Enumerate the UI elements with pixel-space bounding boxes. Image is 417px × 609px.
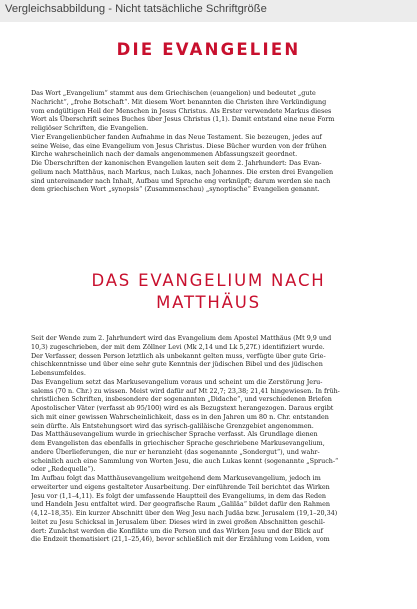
- text-line: seine Weise, das eine Evangelium von Jesus Christus. Diese Bücher wurden von der frühen: [31, 141, 327, 150]
- text-line: Das Wort „Evangelium“ stammt aus dem Griechischen (euangelion) und bedeutet „gute: [31, 89, 316, 97]
- text-line: christlichen Schriften, insbesondere der sogenannten „Didache“, und verschiedenen Briefen: [31, 395, 332, 404]
- comparison-note: Vergleichsabbildung - Nicht tatsächliche Schriftgröße: [5, 3, 267, 15]
- text-line: (4,12–18,35). Ein kurzer Abschnitt über den Weg Jesu nach Judäa bzw. Jerusalem (19,1–20,34): [31, 509, 338, 517]
- text-line: Wort als Überschrift seines Buches über Jesus Christus (1,1). Damit entstand eine neue Form: [31, 115, 335, 124]
- text-line: Im Aufbau folgt das Matthäusevangelium weitgehend dem Markusevangelium, jedoch im: [31, 474, 321, 482]
- text-line: scheinlich auch eine Sammlung von Worten Jesu, die auch Lukas kennt (sogenannte „Spruch-“: [31, 456, 339, 465]
- text-line: chischkenntnisse und über eine sehr gute Kenntnis der jüdischen Bibel und des jüdischen: [31, 360, 323, 369]
- text-line: Vier Evangelienbücher fanden Aufnahme in das Neue Testament. Sie bezeugen, jedes auf: [31, 132, 322, 141]
- text-line: Der Verfasser, dessen Person letztlich als unbekannt gelten muss, verfügte über gute Grie-: [31, 351, 326, 360]
- text-line: Kirche wahrscheinlich nach der damals angenommenen Abfassungszeit geordnet.: [31, 150, 298, 159]
- text-line: und Handeln Jesu entfaltet wird. Der geografische Raum „Galiläa“ bildet dafür den Rahmen: [31, 500, 330, 509]
- text-line: Die Überschriften der kanonischen Evangelien lauten seit dem 2. Jahrhundert: Das Evan-: [31, 159, 322, 167]
- text-line: sind untereinander nach Inhalt, Aufbau und Sprache eng verknüpft; darum werden sie nach: [31, 176, 331, 185]
- text-line: vom endgültigen Heil der Menschen in Jesus Christus. Als Erster verwendete Markus dieses: [31, 106, 332, 115]
- text-line: Lebensumfeldes.: [31, 369, 86, 377]
- section-title-evangelien: DIE EVANGELIEN: [116, 40, 301, 59]
- section-title-line-2: MATTHÄUS: [156, 293, 261, 312]
- text-line: Das Matthäusevangelium wurde in griechischer Sprache verfasst. Als Grundlage dienen: [31, 430, 318, 439]
- text-line: leitet zu Jesu Schicksal in Jerusalem über. Dieses wird in zwei großen Abschnitten geschil-: [31, 517, 326, 526]
- text-line: sich mit einer gewissen Wahrscheinlichkeit, dass es in den Jahren um 80 n. Chr. entstanden: [31, 412, 329, 421]
- text-line: Jesu vor (1,1–4,11). Es folgt der umfassende Hauptteil des Evangeliums, in dem das Reden: [31, 491, 326, 500]
- section-title-line-1: DAS EVANGELIUM NACH: [91, 271, 326, 290]
- text-line: salems (70 n. Chr.) zu wissen. Meist wird dafür auf Mt 22,7; 23,38; 21,41 hingewiesen. In früh-: [31, 386, 340, 395]
- text-line: dert: Zunächst werden die Konflikte um die Person und das Wirken Jesu und der Blick auf: [31, 526, 323, 535]
- text-line: erweiterter und eigens gestalteter Ausarbeitung. Der einführende Teil berichtet das Wirken: [31, 482, 330, 491]
- text-line: die Endzeit thematisiert (21,1–25,46), bevor schließlich mit der Erzählung vom Leiden, vom: [31, 535, 330, 544]
- text-line: sein dürfte. Als Entstehungsort wird das syrisch-galiläische Grenzgebiet angenommen.: [31, 421, 314, 430]
- text-line: dem Evangelisten das ebenfalls in griechischer Sprache geschriebene Markusevangelium,: [31, 439, 325, 447]
- text-line: andere Überlieferungen, die nur er heranzieht (das sogenannte „Sondergut“), und wahr-: [31, 447, 320, 456]
- text-line: Apostolischer Väter (verfasst ab 95/100) wird es als Bezugstext herangezogen. Daraus ergibt: [31, 404, 334, 412]
- text-line: Nachricht“, „frohe Botschaft“. Mit diesem Wort benannten die Christen ihre Verkündigung: [31, 97, 327, 106]
- text-line: Das Evangelium setzt das Markusevangelium voraus und scheint um die Zerstörung Jeru-: [31, 377, 323, 386]
- text-line: Seit der Wende zum 2. Jahrhundert wird das Evangelium dem Apostel Matthäus (Mt 9,9 und: [31, 334, 332, 342]
- evangelien-text: [31, 89, 386, 194]
- comparison-note-bar: [0, 0, 417, 22]
- text-line: dem griechischen Wort „synopsis“ (Zusammenschau) „synoptische“ Evangelien genannt.: [31, 185, 320, 194]
- text-line: oder „Redequelle“).: [31, 465, 96, 474]
- matthaeus-text: [31, 334, 386, 544]
- section-title-matthaeus: [0, 270, 417, 314]
- text-line: religiöser Schriften, die Evangelien.: [31, 124, 149, 132]
- text-line: gelium nach Matthäus, nach Markus, nach Lukas, nach Johannes. Die ersten drei Evangelien: [31, 167, 334, 176]
- text-line: 10,3) zugeschrieben, der mit dem Zöllner Levi (Mk 2,14 und Lk 5,27f.) identifiziert wurde.: [31, 342, 325, 351]
